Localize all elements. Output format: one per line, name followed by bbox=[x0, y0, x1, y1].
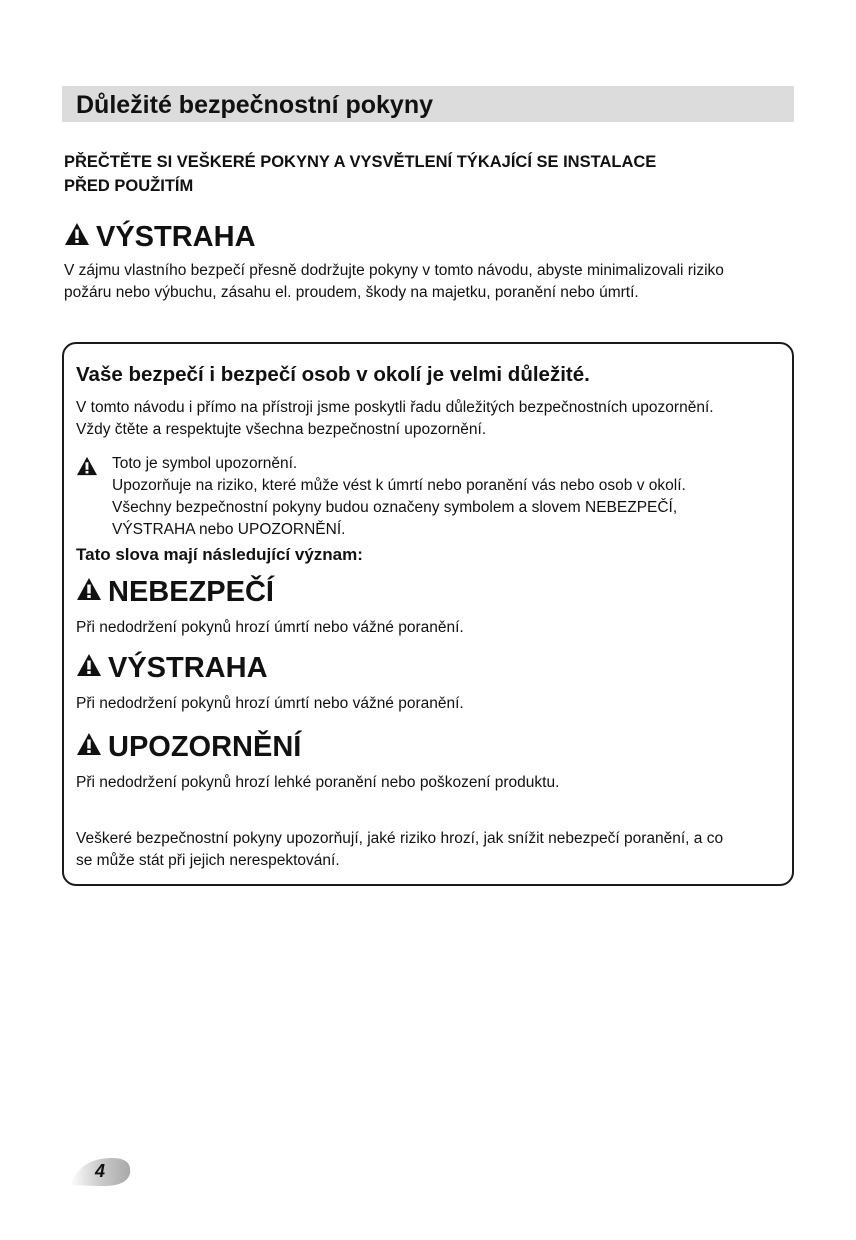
section-title-bar bbox=[62, 86, 794, 122]
warning-triangle-icon bbox=[64, 221, 90, 254]
caution-heading bbox=[76, 729, 301, 765]
page-number: 4 bbox=[95, 1161, 106, 1181]
intro-line: PŘEČTĚTE SI VEŠKERÉ POKYNY A VYSVĚTLENÍ TÝKAJÍCÍ SE INSTALACE bbox=[64, 153, 657, 171]
symbol-line: Upozorňuje na riziko, které může vést k úmrtí nebo poranění vás nebo osob v okolí. bbox=[112, 477, 686, 494]
symbol-explanation bbox=[112, 453, 686, 541]
danger-heading bbox=[76, 574, 274, 610]
warning-heading bbox=[64, 219, 256, 255]
symbol-line: Toto je symbol upozornění. bbox=[112, 455, 298, 472]
warning-triangle-icon bbox=[76, 576, 102, 609]
warning-paragraph bbox=[64, 260, 724, 304]
warning-triangle-icon bbox=[76, 456, 98, 481]
intro-line: PŘED POUŽITÍM bbox=[64, 177, 194, 195]
closing-line: Veškeré bezpečnostní pokyny upozorňují, jaké riziko hrozí, jak snížit nebezpečí poranění, a co bbox=[76, 830, 724, 847]
box-intro bbox=[76, 397, 714, 441]
box-intro-line: V tomto návodu i přímo na přístroji jsme poskytli řadu důležitých bezpečnostních upozornění. bbox=[76, 399, 714, 416]
danger-heading-text: NEBEZPEČÍ bbox=[108, 575, 274, 608]
warning-triangle-icon bbox=[76, 731, 102, 764]
danger-description: Při nedodržení pokynů hrozí úmrtí nebo vážné poranění. bbox=[76, 619, 464, 636]
warning-triangle-icon bbox=[76, 652, 102, 685]
symbol-line: Všechny bezpečnostní pokyny budou označeny symbolem a slovem NEBEZPEČÍ, bbox=[112, 499, 678, 516]
caution-description: Při nedodržení pokynů hrozí lehké poranění nebo poškození produktu. bbox=[76, 774, 560, 791]
closing-line: se může stát při jejich nerespektování. bbox=[76, 852, 340, 869]
warning-heading-text: VÝSTRAHA bbox=[96, 220, 256, 253]
closing-paragraph bbox=[76, 828, 723, 872]
warning-line: požáru nebo výbuchu, zásahu el. proudem, škody na majetku, poranění nebo úmrtí. bbox=[64, 284, 639, 301]
page-title: Důležité bezpečnostní pokyny bbox=[76, 91, 434, 119]
meaning-label: Tato slova mají následující význam: bbox=[76, 545, 363, 564]
warning-line: V zájmu vlastního bezpečí přesně dodržujte pokyny v tomto návodu, abyste minimalizovali riziko bbox=[64, 262, 724, 279]
warning-level-description: Při nedodržení pokynů hrozí úmrtí nebo vážné poranění. bbox=[76, 695, 464, 712]
box-intro-line: Vždy čtěte a respektujte všechna bezpečnostní upozornění. bbox=[76, 421, 487, 438]
symbol-line: VÝSTRAHA nebo UPOZORNĚNÍ. bbox=[112, 521, 346, 538]
page-number-badge bbox=[70, 1157, 132, 1187]
warning-level-heading bbox=[76, 650, 268, 686]
intro-heading bbox=[64, 150, 784, 198]
warning-level-heading-text: VÝSTRAHA bbox=[108, 651, 268, 684]
box-title: Vaše bezpečí i bezpečí osob v okolí je velmi důležité. bbox=[76, 363, 590, 386]
caution-heading-text: UPOZORNĚNÍ bbox=[108, 730, 302, 763]
